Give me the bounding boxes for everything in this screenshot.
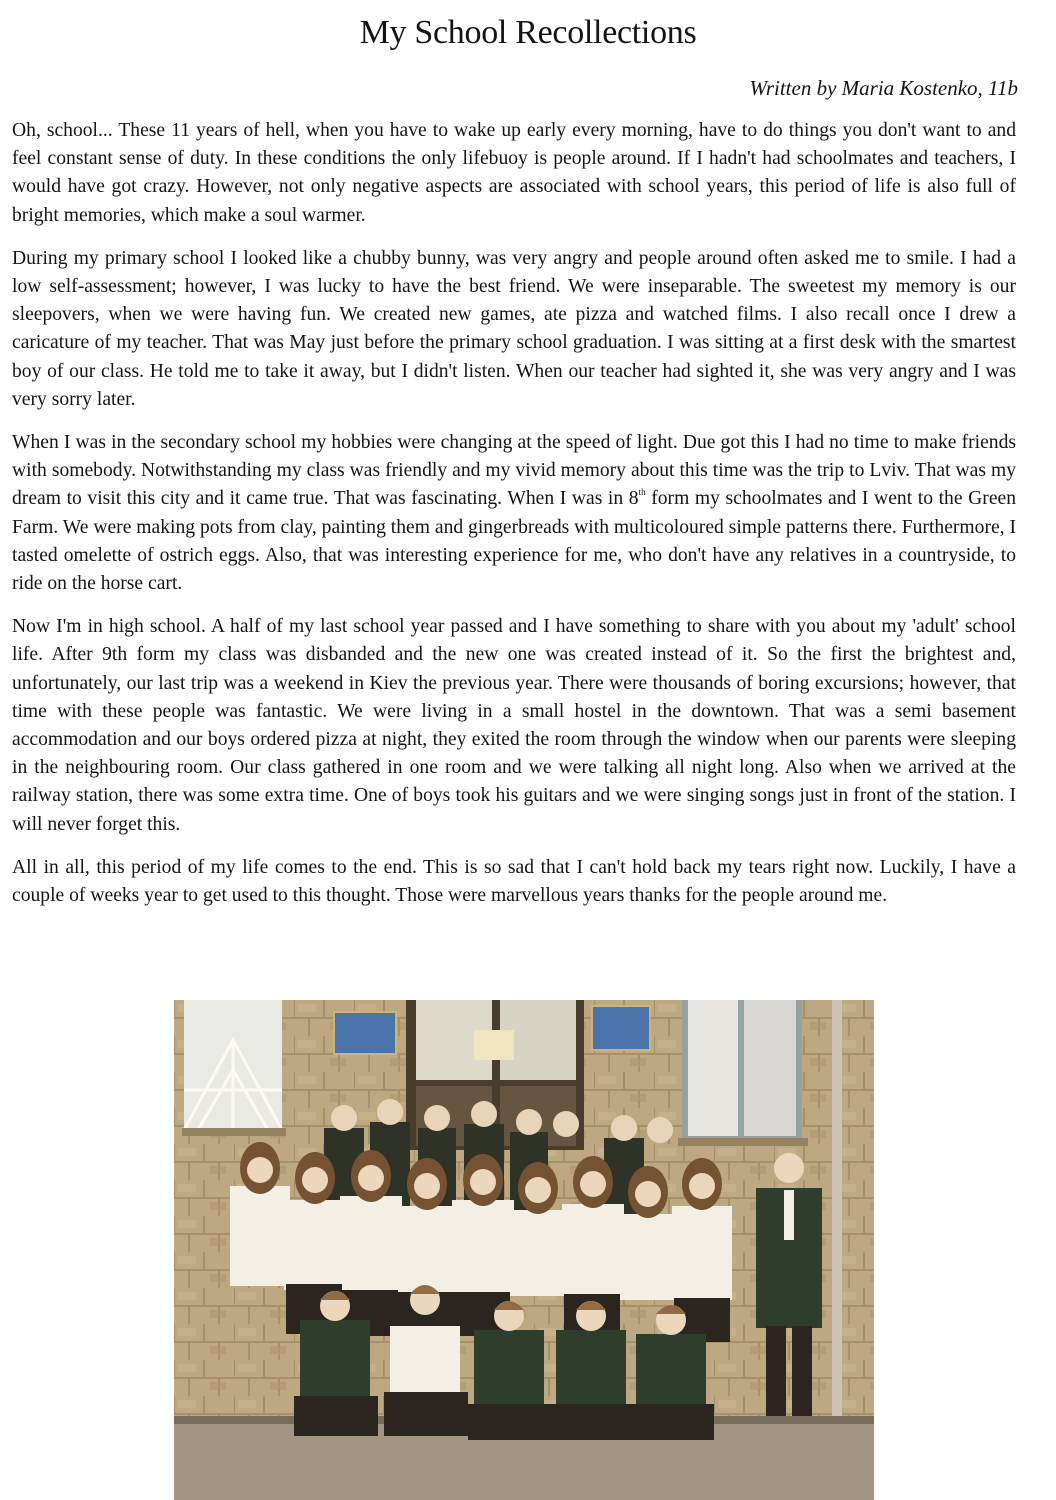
ordinal-suffix: th	[638, 487, 646, 498]
paragraph-3-text-end: form my schoolmates and I went to the Green Farm. We were making pots from clay, painting them and gingerbreads with multicoloured simple patterns there. Furthermore, I tasted omelette of ostrich eggs. Also, that was interesting experience for me, who don't have any relatives in a countryside, to ride on the horse cart.	[12, 488, 1017, 595]
paragraph-2: During my primary school I looked like a chubby bunny, was very angry and people around often asked me to smile. I had a low self-assessment; however, I was lucky to have the best friend. We were inseparable. The sweetest my memory is our sleepovers, when we were having fun. We created new games, ate pizza and watched films. I also recall once I drew a caricature of my teacher. That was May just before the primary school graduation. I was sitting at a first desk with the smartest boy of our class. He told me to take it away, but I didn't listen. When our teacher had sighted it, she was very angry and I was very sorry later.	[12, 247, 1016, 410]
document-title: My School Recollections	[359, 14, 697, 51]
article-body	[12, 117, 1016, 925]
paragraph-4: Now I'm in high school. A half of my last school year passed and I have something to share with you about my 'adult' school life. After 9th form my class was disbanded and the new one was created instead of it. So the first the brightest and, unfortunately, our last trip was a weekend in Kiev the previous year. There were thousands of boring excursions; however, that time with these people was fantastic. We were living in a small hostel in the downtown. That was a semi basement accommodation and our boys ordered pizza at night, they exited the room through the window when our parents were sleeping in the neighbouring room. Our class gathered in one room and we were talking all night long. Also when we arrived at the railway station, there was some extra time. One of boys took his guitars and we were singing songs just in front of the station. I will never forget this.	[12, 616, 1016, 835]
author-byline: Written by Maria Kostenko, 11b	[749, 76, 1018, 100]
paragraph-1: Oh, school... These 11 years of hell, when you have to wake up early every morning, have to do things you don't want to and feel constant sense of duty. In these conditions the only lifebuoy is people around. If I hadn't had schoolmates and teachers, I would have got crazy. However, not only negative aspects are associated with school years, this period of life is also full of bright memories, which make a soul warmer.	[12, 120, 1016, 226]
paragraph-3-text-start: When I was in the secondary school my hobbies were changing at the speed of light. Due got this I had no time to make friends with somebody. Notwithstanding my class was friendly and my vivid memory about this time was the trip to Lviv. That was my dream to visit this city and it came true. That was fascinating. When I was in 8	[12, 432, 1016, 510]
group-photo-illustration	[174, 1000, 874, 1500]
class-group-photo	[174, 1000, 874, 1500]
paragraph-5: All in all, this period of my life comes to the end. This is so sad that I can't hold back my tears right now. Luckily, I have a couple of weeks year to get used to this thought. Those were marvellous years thanks for the people around me.	[12, 856, 1016, 907]
paragraph-3	[12, 429, 1016, 598]
